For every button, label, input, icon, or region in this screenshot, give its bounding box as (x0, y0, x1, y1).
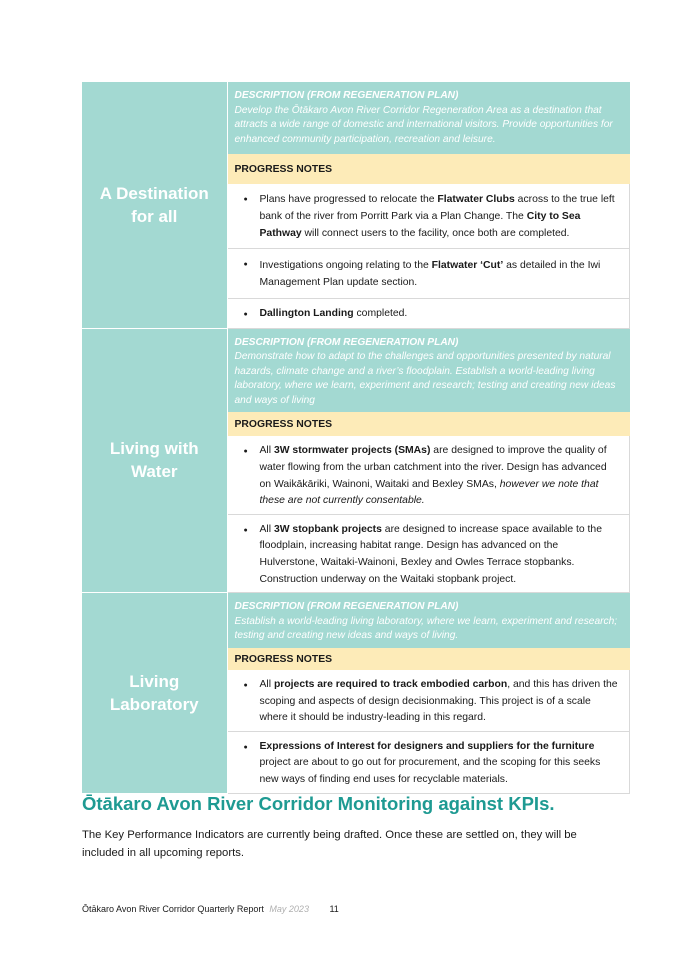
note-bold-text: 3W stormwater projects (SMAs) (273, 445, 431, 457)
description-cell (227, 328, 630, 412)
goal-title: Living with Water (82, 328, 227, 593)
footer-date: May 2023 (269, 904, 309, 914)
bullet-icon: ● (243, 310, 248, 318)
note-text: project are about to go out for procurement, and the scoping for this seeks new ways of finding end uses for recyclable materials. (259, 757, 601, 785)
note-bold-text: Dallington Landing (259, 308, 354, 320)
description-text: Demonstrate how to adapt to the challenges and opportunities presented by natural hazards, climate change and a river’s floodplain. Establish a world-leading living laboratory, where we learn, experiment and research; testing and creating new ideas and ways of living (234, 351, 616, 406)
bullet-icon: ● (243, 260, 248, 268)
description-text: Establish a world-leading living laboratory, where we learn, experiment and research; testing and creating new ideas and ways of living. (234, 615, 618, 642)
bullet-icon: ● (243, 743, 248, 751)
note-bold-text: 3W stopbank projects (273, 523, 382, 535)
regeneration-goals-table (82, 82, 630, 794)
kpi-section-heading: Ōtākaro Avon River Corridor Monitoring against KPIs. (82, 793, 555, 814)
note-bold-text: Expressions of Interest for designers and suppliers for the furniture (259, 740, 595, 752)
note-italic-text: however we note that these are not currently consentable. (259, 478, 599, 507)
note-text: as detailed in the Iwi Management Plan update section. (259, 259, 601, 288)
note-text: Plans have progressed to relocate the (259, 194, 438, 206)
note-bold-text: City to Sea Pathway (259, 210, 581, 239)
footer-report-title: Ōtākaro Avon River Corridor Quarterly Report (82, 904, 264, 914)
description-text: Develop the Ōtākaro Avon River Corridor Regeneration Area as a destination that attracts a wide range of domestic and international visitors. Provide opportunities for enhanced community participation, recreation and leisure. (234, 104, 613, 145)
note-bold-text: Flatwater Clubs (437, 194, 515, 206)
note-text: are designed to improve the quality of water flowing from the urban catchment into the river. Design has advanced on Waikākāriki, Wainoni, Waitaki and Bexley SMAs, (259, 445, 607, 490)
progress-note (227, 731, 630, 793)
progress-notes-heading: PROGRESS NOTES (227, 412, 630, 436)
description-cell (227, 593, 630, 648)
progress-note (227, 436, 630, 514)
goal-title: A Destination for all (82, 82, 227, 328)
note-bold-text: projects are required to track embodied carbon (273, 679, 508, 690)
note-text: are designed to increase space available to the floodplain, increasing habitat range. Design has advanced on the Hulverstone, Waitaki-Wainoni, Bexley and Owles Terrace stopbanks. Construction underway on the Waitaki stopbank project. (259, 523, 602, 585)
note-text: All (259, 523, 274, 535)
progress-notes-heading: PROGRESS NOTES (227, 648, 630, 670)
bullet-icon: ● (243, 526, 248, 534)
progress-note (227, 670, 630, 731)
progress-note (227, 184, 630, 248)
progress-notes-heading: PROGRESS NOTES (227, 154, 630, 184)
bullet-icon: ● (243, 448, 248, 456)
progress-note (227, 514, 630, 592)
description-heading: DESCRIPTION (FROM REGENERATION PLAN) (234, 601, 459, 613)
kpi-section-body: The Key Performance Indicators are currently being drafted. Once these are settled on, they will be included in all upcoming reports. (82, 829, 577, 859)
note-bold-text: Flatwater ‘Cut’ (431, 259, 504, 271)
note-text: All (259, 679, 274, 690)
note-text: , and this has driven the scoping and aspects of design decisionmaking. This project is of a scale where it should be industry-leading in this regard. (259, 679, 618, 724)
footer-page-number: 11 (329, 904, 339, 914)
note-text: All (259, 445, 274, 457)
note-text: completed. (353, 308, 408, 320)
goal-title: Living Laboratory (82, 593, 227, 793)
description-heading: DESCRIPTION (FROM REGENERATION PLAN) (234, 336, 459, 348)
note-text: will connect users to the facility, once both are completed. (301, 227, 570, 239)
progress-note (227, 298, 630, 328)
note-text: Investigations ongoing relating to the (259, 259, 432, 271)
description-heading: DESCRIPTION (FROM REGENERATION PLAN) (234, 90, 459, 101)
note-text: across to the true left bank of the river from Porritt Park via a Plan Change. The (259, 194, 615, 222)
description-cell (227, 82, 630, 154)
bullet-icon: ● (243, 682, 248, 689)
bullet-icon: ● (243, 196, 248, 203)
progress-note (227, 248, 630, 298)
page-footer (82, 904, 339, 914)
